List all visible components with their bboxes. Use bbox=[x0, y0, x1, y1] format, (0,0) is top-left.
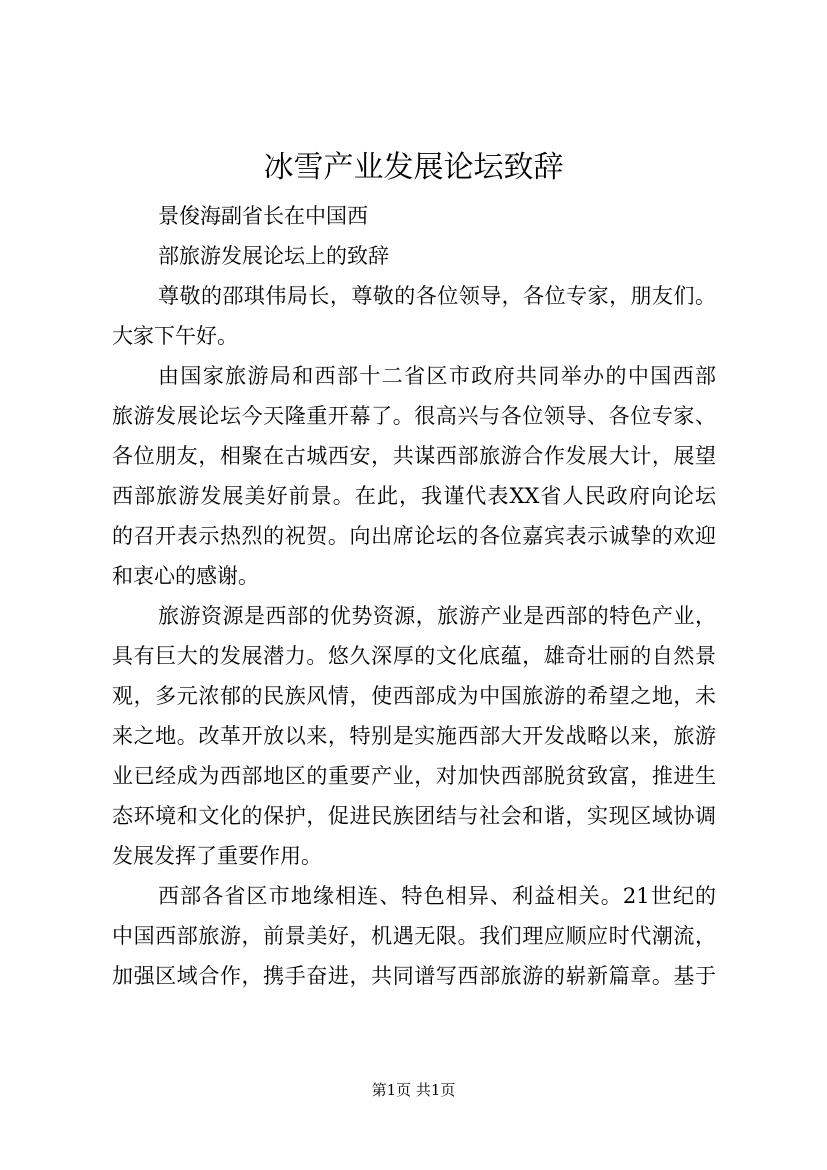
page-number-footer: 第1页 共1页 bbox=[371, 1081, 456, 1099]
paragraph-line: 具有巨大的发展潜力。悠久深厚的文化底蕴，雄奇壮丽的自然景 bbox=[112, 644, 716, 668]
subtitle-line-1: 景俊海副省长在中国西 bbox=[158, 204, 368, 228]
document-body bbox=[112, 196, 716, 996]
document-title: 冰雪产业发展论坛致辞 bbox=[263, 150, 564, 185]
paragraph-line: 中国西部旅游，前景美好，机遇无限。我们理应顺应时代潮流， bbox=[112, 924, 716, 948]
paragraph-line: 西部各省区市地缘相连、特色相异、利益相关。21世纪的 bbox=[158, 884, 716, 908]
paragraph-line: 观，多元浓郁的民族风情，使西部成为中国旅游的希望之地，未 bbox=[112, 684, 716, 708]
paragraph-line: 发展发挥了重要作用。 bbox=[112, 844, 322, 868]
paragraph-line: 和衷心的感谢。 bbox=[112, 564, 259, 588]
paragraph-line: 旅游发展论坛今天隆重开幕了。很高兴与各位领导、各位专家、 bbox=[112, 404, 716, 428]
paragraph-line: 加强区域合作，携手奋进，共同谱写西部旅游的崭新篇章。基于 bbox=[112, 964, 716, 988]
paragraph-line: 旅游资源是西部的优势资源，旅游产业是西部的特色产业， bbox=[158, 604, 716, 628]
paragraph-line: 西部旅游发展美好前景。在此，我谨代表XX省人民政府向论坛 bbox=[112, 484, 716, 508]
greeting-line: 尊敬的邵琪伟局长，尊敬的各位领导，各位专家，朋友们。 bbox=[158, 284, 716, 308]
paragraph-line: 来之地。改革开放以来，特别是实施西部大开发战略以来，旅游 bbox=[112, 724, 716, 748]
paragraph-line: 各位朋友，相聚在古城西安，共谋西部旅游合作发展大计，展望 bbox=[112, 444, 716, 468]
paragraph-line: 由国家旅游局和西部十二省区市政府共同举办的中国西部 bbox=[158, 364, 716, 388]
subtitle-line-2: 部旅游发展论坛上的致辞 bbox=[158, 244, 389, 268]
paragraph-line: 业已经成为西部地区的重要产业，对加快西部脱贫致富，推进生 bbox=[112, 764, 716, 788]
paragraph-line: 的召开表示热烈的祝贺。向出席论坛的各位嘉宾表示诚挚的欢迎 bbox=[112, 524, 716, 548]
greeting-line-end: 大家下午好。 bbox=[112, 324, 238, 348]
paragraph-line: 态环境和文化的保护，促进民族团结与社会和谐，实现区域协调 bbox=[112, 804, 716, 828]
